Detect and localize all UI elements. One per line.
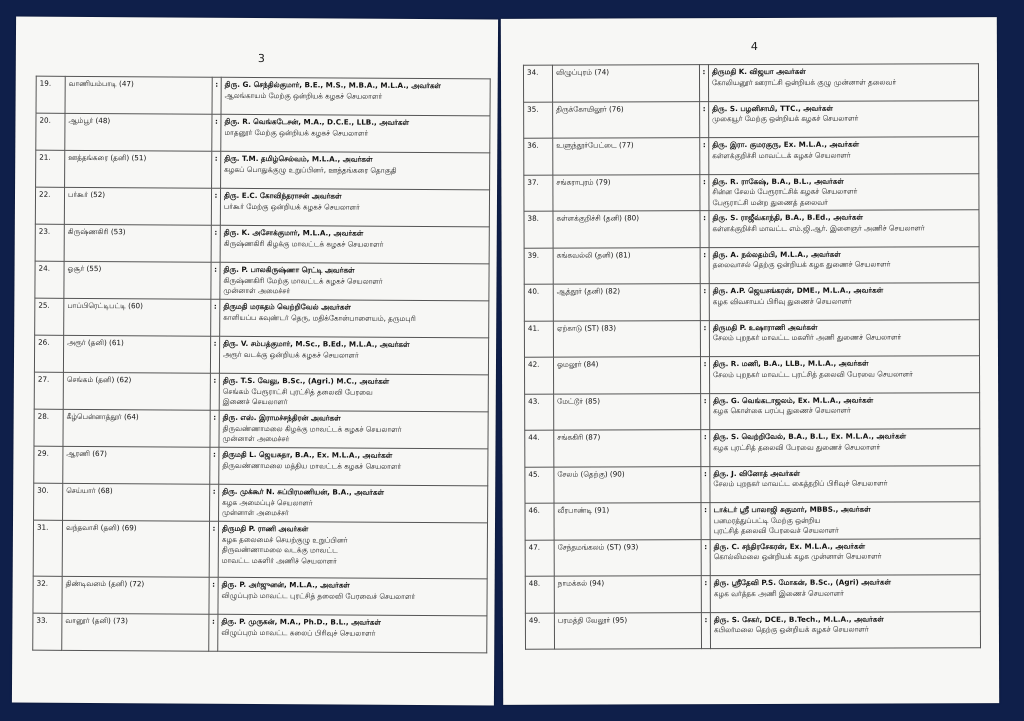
candidate-name: திரு. முக்கூர் N. சுப்பிரமணியன், B.A., அவர்கள் <box>222 486 385 497</box>
candidate-info <box>709 210 979 247</box>
separator-colon: : <box>209 577 218 614</box>
candidate-designation: கழகப் பொதுக்குழு உறுப்பினர், ஊத்தங்கரை தொகுதி <box>224 164 397 175</box>
constituency-name: கங்கவல்லி (தனி) (81) <box>553 247 700 284</box>
candidate-info <box>219 410 488 449</box>
constituency-name: செங்கம் (தனி) (62) <box>63 372 210 410</box>
table-row <box>524 173 979 211</box>
row-number: 25. <box>35 298 64 335</box>
constituency-name: அரூர் (தனி) (61) <box>63 335 210 373</box>
candidate-info <box>710 611 980 648</box>
candidate-name: திரு. G. வெங்கடாஜலம், Ex. M.L.A., அவர்கள் <box>713 395 874 405</box>
candidate-name: திரு. R. மணி, B.A., LLB., M.L.A., அவர்கள் <box>712 358 869 369</box>
page-number: 4 <box>750 39 758 53</box>
candidate-designation: காளியப்ப கவுண்டர் தெரு, மதிக்கோன்பாளையம், தருமபுரி <box>223 312 416 323</box>
separator-colon: : <box>210 410 219 447</box>
table-row <box>525 538 980 576</box>
separator-colon: : <box>700 357 709 394</box>
candidate-info <box>218 521 487 579</box>
row-number: 32. <box>33 576 62 613</box>
table-row <box>33 613 487 653</box>
candidate-designation: கொல்லிமலை ஒன்றியக் கழக முன்னாள் செயலாளர் <box>713 551 882 562</box>
separator-colon: : <box>700 211 709 248</box>
separator-colon: : <box>209 614 218 651</box>
separator-colon: : <box>700 320 709 357</box>
candidate-designation: விழுப்புரம் மாவட்ட கலைப் பிரிவுச் செயலாளர் <box>221 627 376 638</box>
constituency-name: ஆரணி (67) <box>63 446 210 484</box>
candidate-info <box>710 429 980 466</box>
candidate-name: திருமதி P. ராணி அவர்கள் <box>221 523 309 534</box>
table-row <box>523 64 978 102</box>
row-number: 29. <box>34 446 63 483</box>
row-number: 41. <box>524 321 553 358</box>
row-number: 28. <box>34 409 63 446</box>
candidate-name: திரு. J. வினோத் அவர்கள் <box>713 468 801 478</box>
table-row <box>525 575 980 613</box>
table-row <box>524 100 979 138</box>
separator-colon: : <box>700 138 709 175</box>
row-number: 30. <box>34 483 63 520</box>
separator-colon: : <box>210 447 219 484</box>
table-row <box>525 392 980 430</box>
separator-colon: : <box>701 393 710 430</box>
table-row <box>524 137 979 175</box>
candidate-designation: திருவண்ணாமலை கிழக்கு மாவட்டக் கழகச் செயலாளர் <box>222 423 402 434</box>
constituency-name: செய்யார் (68) <box>63 483 210 521</box>
candidate-designation: கள்ளக்குறிச்சி மாவட்ட எம்.ஜி.ஆர். இளைஞர் அணிச் செயலாளர் <box>712 222 925 233</box>
candidate-info <box>218 614 487 653</box>
constituency-name: மேட்டூர் (85) <box>554 393 701 430</box>
row-number: 46. <box>525 503 554 540</box>
table-row <box>524 246 979 284</box>
candidate-designation: அரூர் வடக்கு ஒன்றியக் கழகச் செயலாளர் <box>223 349 359 360</box>
candidate-designation: கிருஷ்ணகிரி மேற்கு மாவட்டக் கழகச் செயலாளர் <box>223 275 383 286</box>
candidate-info <box>219 373 488 412</box>
constituency-name: திண்டிவனம் (தனி) (72) <box>62 576 209 614</box>
candidate-info <box>221 77 490 116</box>
candidate-name: திரு. P. அர்ஜுனன், M.L.A., அவர்கள் <box>221 579 350 590</box>
table-row <box>34 372 488 412</box>
row-number: 40. <box>524 284 553 321</box>
row-number: 39. <box>524 248 553 285</box>
row-number: 36. <box>524 138 553 175</box>
row-number: 21. <box>36 150 65 187</box>
candidate-info <box>219 336 488 375</box>
constituency-name: வந்தவாசி (தனி) (69) <box>62 520 209 577</box>
table-row <box>34 483 488 523</box>
constituency-name: கள்ளக்குறிச்சி (தனி) (80) <box>553 211 700 248</box>
separator-colon: : <box>212 77 221 114</box>
constituency-name: ஓமலூர் (84) <box>553 357 700 394</box>
table-row <box>36 76 490 116</box>
constituency-name: சங்கராபுரம் (79) <box>553 174 700 211</box>
constituency-name: சேந்தமங்கலம் (ST) (93) <box>554 539 701 576</box>
candidate-info <box>218 577 487 616</box>
candidate-name: திரு. இரா. குமரகுரு, Ex. M.L.A., அவர்கள் <box>712 139 860 150</box>
candidate-info <box>710 502 980 539</box>
constituency-name: கிருஷ்ணகிரி (53) <box>64 224 211 262</box>
row-number: 45. <box>525 467 554 504</box>
candidate-info <box>220 188 489 227</box>
candidate-designation: கழக வர்த்தக அணி இணைச் செயலாளர் <box>713 588 844 598</box>
constituency-name: ஆம்பூர் (48) <box>65 113 212 151</box>
candidate-designation: செங்கம் பேரூராட்சி புரட்சித் தலைவி பேரவை <box>222 386 373 397</box>
row-number: 49. <box>525 613 554 650</box>
constituency-name: விழுப்புரம் (74) <box>552 65 699 102</box>
candidate-designation: கழக புரட்சித் தலைவி பேரவை துணைச் செயலாளர் <box>713 442 881 452</box>
candidate-name: திரு. K. அசோக்குமார், M.L.A., அவர்கள் <box>223 227 364 238</box>
separator-colon: : <box>700 174 709 211</box>
row-number: 44. <box>525 430 554 467</box>
candidate-designation: கழக விவசாயப் பிரிவு துணைச் செயலாளர் <box>712 296 852 306</box>
row-number: 31. <box>33 520 62 576</box>
table-row <box>36 150 490 190</box>
candidate-info <box>710 538 980 575</box>
constituency-name: ஆத்தூர் (தனி) (82) <box>553 284 700 321</box>
table-row <box>525 611 980 649</box>
table-row <box>524 210 979 248</box>
candidate-designation: தலைவாசல் தெற்கு ஒன்றியக் கழக துணைச் செயலாளர் <box>712 259 891 270</box>
candidate-name: திரு. S. சேகர், DCE., B.Tech., M.L.A., அவர்கள் <box>713 614 884 624</box>
candidate-designation: மாவட்ட மகளிர் அணிச் செயலாளர் <box>221 555 337 566</box>
candidate-designation: கழக தலைமைச் செயற்குழு உறுப்பினர் <box>221 534 348 545</box>
table-row <box>35 298 489 338</box>
candidate-name: திரு. A. நல்லதம்பி, M.L.A., அவர்கள் <box>712 249 841 259</box>
constituency-name: பரமத்தி வேலூர் (95) <box>554 612 701 649</box>
constituency-name: திருக்கோயிலூர் (76) <box>553 101 700 138</box>
candidate-name: திரு. G. செந்தில்குமார், B.E., M.S., M.B.A., M.L.A., அவர்கள் <box>224 79 441 91</box>
candidate-info <box>709 246 979 283</box>
row-number: 42. <box>524 357 553 394</box>
right-page <box>501 17 999 705</box>
separator-colon: : <box>700 247 709 284</box>
row-number: 20. <box>36 113 65 150</box>
candidate-info <box>219 484 488 523</box>
candidate-name: திருமதி மரகதம் வெற்றிவேல் அவர்கள் <box>223 301 351 312</box>
row-number: 26. <box>34 335 63 372</box>
constituency-name: சேலம் (தெற்கு) (90) <box>554 466 701 503</box>
constituency-name: ஓசூர் (55) <box>64 261 211 299</box>
separator-colon: : <box>700 284 709 321</box>
candidate-name: திரு. S. ராஜீவ்காந்தி, B.A., B.Ed., அவர்கள் <box>712 212 863 223</box>
page-number: 3 <box>257 52 265 66</box>
candidate-info <box>708 64 978 101</box>
separator-colon: : <box>210 336 219 373</box>
candidate-designation: விழுப்புரம் மாவட்ட புரட்சித் தலைவி பேரவைச் செயலாளர் <box>221 590 416 601</box>
candidate-designation: திருவண்ணாமலை மத்திய மாவட்டக் கழகச் செயலாளர் <box>222 460 402 471</box>
row-number: 24. <box>35 261 64 298</box>
separator-colon: : <box>211 262 220 299</box>
table-row <box>35 187 489 227</box>
separator-colon: : <box>701 466 710 503</box>
row-number: 35. <box>524 102 553 139</box>
candidate-info <box>221 114 490 153</box>
table-row <box>35 224 489 264</box>
constituency-name: உளுந்தூர்பேட்டை (77) <box>553 138 700 175</box>
table-row <box>525 465 980 503</box>
row-number: 38. <box>524 211 553 248</box>
table-row <box>525 502 980 540</box>
separator-colon: : <box>701 430 710 467</box>
constituency-name: பர்கூர் (52) <box>64 187 211 225</box>
candidate-name: திரு. V. சம்பத்குமார், M.Sc., B.Ed., M.L.A., அவர்கள் <box>223 338 410 349</box>
table-row <box>34 409 488 449</box>
candidate-info <box>709 356 979 393</box>
candidate-name: திருமதி L. ஜெயசுதா, B.A., Ex. M.L.A., அவர்கள் <box>222 449 393 460</box>
constituency-name: ஊத்தங்கரை (தனி) (51) <box>65 150 212 188</box>
constituency-name: நாமக்கல் (94) <box>554 576 701 613</box>
candidate-info <box>221 151 490 190</box>
candidate-designation: பர்கூர் மேற்கு ஒன்றியக் கழகச் செயலாளர் <box>223 201 360 212</box>
separator-colon: : <box>700 101 709 138</box>
candidate-name: திரு. S. பழனிசாமி, TTC., அவர்கள் <box>712 103 834 113</box>
table-row <box>524 356 979 394</box>
candidate-info <box>220 225 489 264</box>
row-number: 23. <box>35 224 64 261</box>
separator-colon: : <box>701 539 710 576</box>
candidate-name: திரு. ஸ்ரீதேவி P.S. மோகன், B.Sc., (Agri) அவர்கள் <box>713 577 892 588</box>
candidate-designation: கழக அமைப்புச் செயலாளர் <box>222 497 313 507</box>
candidate-table <box>32 76 491 654</box>
candidate-table <box>523 63 981 650</box>
separator-colon: : <box>209 521 218 577</box>
candidate-name: திரு. C. சந்திரசேகரன், Ex. M.L.A., அவர்கள் <box>713 541 866 551</box>
row-number: 34. <box>523 65 552 102</box>
candidate-designation: புரட்சித் தலைவி பேரவைச் செயலாளர் <box>713 525 839 536</box>
candidate-name: திரு. P. பாலகிருஷ்ணா ரெட்டி அவர்கள் <box>223 264 355 275</box>
candidate-info <box>220 299 489 338</box>
candidate-info <box>710 465 980 502</box>
candidate-info <box>710 392 980 429</box>
candidate-info <box>710 575 980 612</box>
constituency-name: வாணியம்பாடி (47) <box>65 76 212 114</box>
candidate-designation: கிருஷ்ணகிரி கிழக்கு மாவட்டக் கழகச் செயலாளர் <box>223 238 384 249</box>
candidate-name: திரு. R. ராகேஷ், B.A., B.L., அவர்கள் <box>712 176 844 186</box>
candidate-designation: சேலம் புறநகர் மாவட்ட மகளிர் அணி துணைச் செயலாளர் <box>712 332 902 343</box>
candidate-designation: பேரூராட்சி மன்ற துணைத் தலைவர் <box>712 197 828 207</box>
candidate-name: திரு. S. வெற்றிவேல், B.A., B.L., Ex. M.L.A., அவர்கள் <box>713 431 907 442</box>
candidate-name: திரு. E.C. கோவிந்தராசன் அவர்கள் <box>223 190 342 201</box>
row-number: 37. <box>524 175 553 212</box>
constituency-name: பாப்பிரெட்டிபட்டி (60) <box>64 298 211 336</box>
candidate-designation: முன்னாள் அமைச்சர் <box>222 433 290 444</box>
candidate-designation: கள்ளக்குறிச்சி மாவட்டக் கழகச் செயலாளர் <box>712 150 851 160</box>
candidate-designation: கபிலர்மலை தெற்கு ஒன்றியக் கழகச் செயலாளர் <box>713 624 869 635</box>
table-row <box>525 429 980 467</box>
candidate-designation: பனமரத்துப்பட்டி மேற்கு ஒன்றிய <box>713 515 821 525</box>
candidate-designation: இணைச் செயலாளர் <box>222 396 288 407</box>
candidate-designation: முன்னாள் அமைச்சர் <box>223 285 291 296</box>
candidate-name: திருமதி P. உஷாராணி அவர்கள் <box>712 322 818 332</box>
candidate-info <box>220 262 489 301</box>
table-row <box>33 576 487 616</box>
table-row <box>524 283 979 321</box>
candidate-name: திரு. எஸ். இராமச்சந்திரன் அவர்கள் <box>222 412 341 423</box>
candidate-name: திரு. P. முருகன், M.A., Ph.D., B.L., அவர்கள் <box>221 616 381 627</box>
separator-colon: : <box>699 65 708 102</box>
table-row <box>34 446 488 486</box>
candidate-name: திரு. R. வெங்கடேசன், M.A., D.C.E., LLB., அவர்கள் <box>224 116 409 127</box>
candidate-name: திரு. T.S. வேலு, B.Sc., (Agri.) M.C., அவர்கள் <box>222 375 390 386</box>
candidate-info <box>709 173 979 210</box>
candidate-designation: முகையூர் மேற்கு ஒன்றியக் கழகச் செயலாளர் <box>712 113 859 124</box>
row-number: 27. <box>34 372 63 409</box>
candidate-name: திரு. T.M. தமிழ்செல்வம், M.L.A., அவர்கள் <box>224 153 373 164</box>
row-number: 47. <box>525 540 554 577</box>
row-number: 48. <box>525 576 554 613</box>
candidate-designation: சேலம் புறநகர் மாவட்ட புரட்சித் தலைவி பேரவை செயலாளர் <box>713 368 913 379</box>
table-row <box>34 335 488 375</box>
constituency-name: ஏற்காடு (ST) (83) <box>553 320 700 357</box>
table-row <box>33 520 487 579</box>
candidate-name: டாக்டர் ஸ்ரீ பாலாஜி சுகுமார், MBBS., அவர்கள் <box>713 504 871 515</box>
candidate-designation: கழக கொள்கை பரப்பு துணைச் செயலாளர் <box>713 405 851 416</box>
left-page <box>12 17 498 706</box>
separator-colon: : <box>211 225 220 262</box>
row-number: 33. <box>33 613 62 650</box>
separator-colon: : <box>211 188 220 225</box>
candidate-designation: கோலியனூர் ஊராட்சி ஒன்றியக் குழு முன்னாள் தலைவர் <box>712 76 897 87</box>
constituency-name: வீரபாண்டி (91) <box>554 503 701 540</box>
separator-colon: : <box>211 299 220 336</box>
constituency-name: கீழ்பென்னாத்தூர் (64) <box>63 409 210 447</box>
candidate-name: திருமதி K. விஜயா அவர்கள் <box>711 66 806 77</box>
table-row <box>35 261 489 301</box>
separator-colon: : <box>701 503 710 540</box>
candidate-name: திரு. A.P. ஜெயசங்கரன், DME., M.L.A., அவர்கள் <box>712 285 884 296</box>
row-number: 43. <box>525 394 554 431</box>
candidate-designation: சேலம் புறநகர் மாவட்ட கைத்தறிப் பிரிவுச் செயலாளர் <box>713 478 888 489</box>
candidate-info <box>709 319 979 356</box>
separator-colon: : <box>212 151 221 188</box>
row-number: 19. <box>36 76 65 113</box>
table-row <box>36 113 490 153</box>
candidate-designation: திருவண்ணாமலை வடக்கு மாவட்ட <box>221 544 338 555</box>
row-number: 22. <box>35 187 64 224</box>
constituency-name: வானூர் (தனி) (73) <box>62 613 209 651</box>
candidate-designation: முன்னாள் அமைச்சர் <box>222 507 289 518</box>
separator-colon: : <box>701 576 710 613</box>
candidate-designation: ஆலங்காயம் மேற்கு ஒன்றியக் கழகச் செயலாளர் <box>224 90 383 101</box>
separator-colon: : <box>210 484 219 521</box>
candidate-info <box>709 100 979 137</box>
separator-colon: : <box>210 373 219 410</box>
separator-colon: : <box>212 114 221 151</box>
candidate-info <box>219 447 488 486</box>
separator-colon: : <box>701 612 710 649</box>
constituency-name: சங்ககிரி (87) <box>554 430 701 467</box>
table-row <box>524 319 979 357</box>
candidate-designation: மாதனூர் மேற்கு ஒன்றியக் கழகச் செயலாளர் <box>224 127 369 138</box>
candidate-info <box>709 137 979 174</box>
candidate-info <box>709 283 979 320</box>
candidate-designation: சின்ன சேலம் பேரூராட்சிக் கழகச் செயலாளர் <box>712 186 858 197</box>
